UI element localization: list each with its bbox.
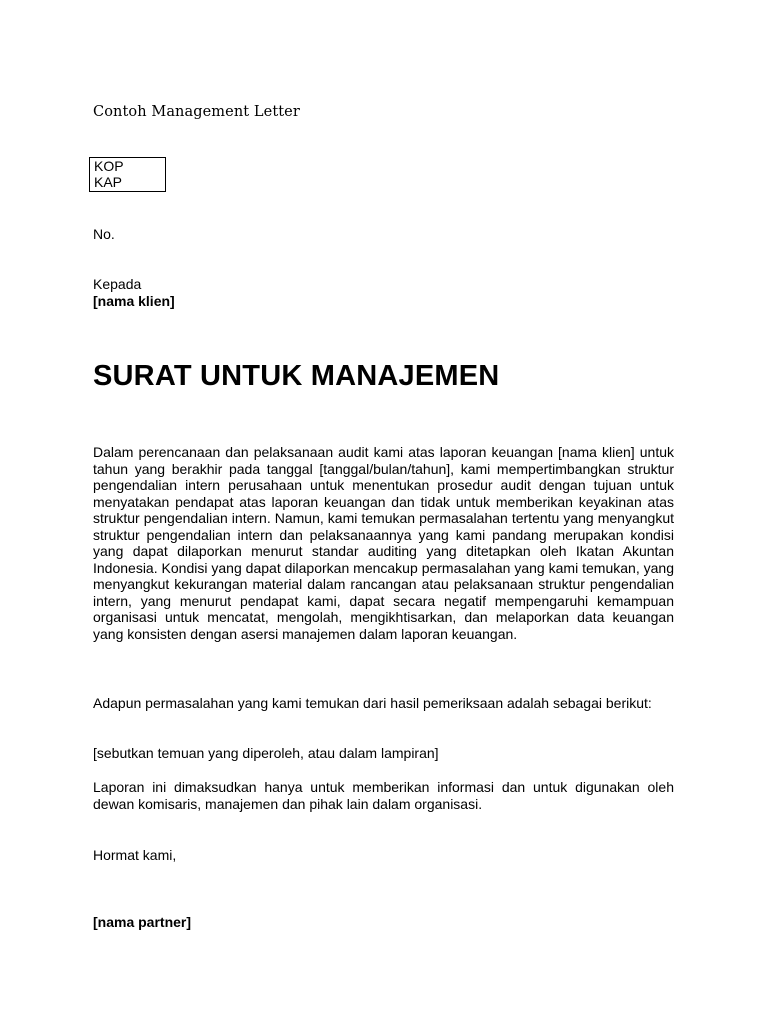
client-name-placeholder: [nama klien] xyxy=(93,293,175,309)
closing-salutation: Hormat kami, xyxy=(93,847,177,863)
kap-line: KAP xyxy=(94,174,123,190)
letter-heading: SURAT UNTUK MANAJEMEN xyxy=(93,360,500,392)
body-paragraph-4: Laporan ini dimaksudkan hanya untuk memberikan informasi dan untuk digunakan oleh dewan komisaris, manajemen dan pihak lain dalam organisasi. xyxy=(93,779,674,812)
partner-name-placeholder: [nama partner] xyxy=(93,914,192,930)
kop-kap-box xyxy=(89,157,166,192)
recipient-label: Kepada xyxy=(93,276,142,292)
body-paragraph-1: Dalam perencanaan dan pelaksanaan audit kami atas laporan keuangan [nama klien] untuk tahun yang berakhir pada tanggal [tanggal/bulan/tahun], kami mempertimbangkan struktur pengendalian intern perusahaan untuk menentukan prosedur audit dengan tujuan untuk menyatakan pendapat atas laporan keuangan dan tidak untuk memberikan keyakinan atas struktur pengendalian intern. Namun, kami temukan permasalahan tertentu yang menyangkut struktur pengendalian intern dan pelaksanaannya yang kami pandang merupakan kondisi yang dapat dilaporkan menurut standar auditing yang ditetapkan oleh Ikatan Akuntan Indonesia. Kondisi yang dapat dilaporkan mencakup permasalahan yang kami temukan, yang menyangkut kekurangan material dalam rancangan atau pelaksanaan struktur pengendalian intern, yang menurut pendapat kami, dapat secara negatif mempengaruhi kemampuan organisasi untuk mencatat, mengolah, mengikhtisarkan, dan melaporkan data keuangan yang konsisten dengan asersi manajemen dalam laporan keuangan. xyxy=(93,444,674,642)
body-paragraph-3: [sebutkan temuan yang diperoleh, atau dalam lampiran] xyxy=(93,745,439,761)
body-paragraph-2: Adapun permasalahan yang kami temukan dari hasil pemeriksaan adalah sebagai berikut: xyxy=(93,695,652,711)
kop-line: KOP xyxy=(94,158,124,174)
document-title: Contoh Management Letter xyxy=(93,104,300,120)
letter-number-label: No. xyxy=(93,226,115,242)
